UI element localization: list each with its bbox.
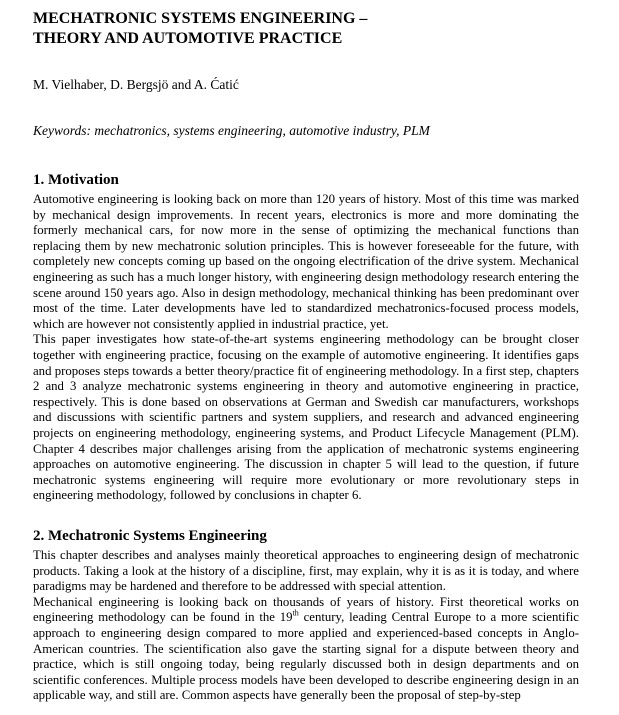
section-heading-motivation: 1. Motivation (33, 172, 119, 188)
keywords: Keywords: mechatronics, systems engineering, automotive industry, PLM (33, 123, 430, 138)
paragraph: Automotive engineering is looking back on more than 120 years of history. Most of this time was marked by mechanical design improvements. In recent years, electronics is more and more dominating the formerly mechanical cars, for now more in the sense of optimizing the mechanical functions than replacing them by new mechatronic solution principles. This is however foreseeable for the future, with completely new concepts coming up based on the ongoing electrification of the drive system. Mechanical engineering as such has a much longer history, with engineering design methodology research entering the scene around 150 years ago. Also in design methodology, mechanical thinking has been predominant over most of the time. Later developments have led to standardized mechatronics-focused process models, which are however not consistently applied in industrial practice, yet. (33, 192, 579, 331)
superscript: th (292, 609, 299, 619)
author-list: M. Vielhaber, D. Bergsjö and A. Ćatić (33, 77, 239, 92)
section-body-motivation (33, 192, 579, 504)
paper-title-line-2: THEORY AND AUTOMOTIVE PRACTICE (33, 30, 343, 47)
section-body-mechatronic-systems-engineering (33, 548, 579, 704)
paragraph: This chapter describes and analyses mainly theoretical approaches to engineering design of mechatronic products. Taking a look at the history of a discipline, first, may explain, why it is as it is today, and where paradigms may be hardened and therefore to be addressed with special attention. (33, 548, 579, 594)
paragraph: This paper investigates how state-of-the-art systems engineering methodology can be brought closer together with engineering practice, focusing on the example of automotive engineering. It identifies gaps and proposes steps towards a better theory/practice fit of engineering methodology. In a first step, chapters 2 and 3 analyze mechatronic systems engineering in theory and automotive engineering in practice, respectively. This is done based on observations at German and Swedish car manufacturers, workshops and discussions with scientific partners and system suppliers, and research and advanced engineering projects on engineering methodology, engineering systems, and Product Lifecycle Management (PLM). Chapter 4 describes major challenges arising from the application of mechatronic systems engineering approaches on automotive engineering. The discussion in chapter 5 will lead to the question, if future mechatronic systems engineering will require more evolutionary or more revolutionary steps in engineering methodology, followed by conclusions in chapter 6. (33, 332, 579, 503)
paragraph-text: Mechanical engineering is looking back on thousands of years of history. First theoretical works on engineering methodology can be found in the 19 (33, 594, 579, 625)
paragraph (33, 595, 579, 704)
paragraph-text: century, leading Central Europe to a more scientific approach to engineering design compared to more applied and experienced-based concepts in Anglo-American countries. The scientification also gave the starting signal for a dispute between theory and practice, which is still ongoing today, being regularly discussed both in design departments and on scientific conferences. Multiple process models have been developed to describe engineering design in an applicable way, and still are. Common aspects have generally been the proposal of step-by-step (33, 610, 579, 703)
paper-title-line-1: MECHATRONIC SYSTEMS ENGINEERING – (33, 10, 368, 27)
paper-title (33, 9, 593, 49)
section-heading-mechatronic-systems-engineering: 2. Mechatronic Systems Engineering (33, 528, 267, 544)
